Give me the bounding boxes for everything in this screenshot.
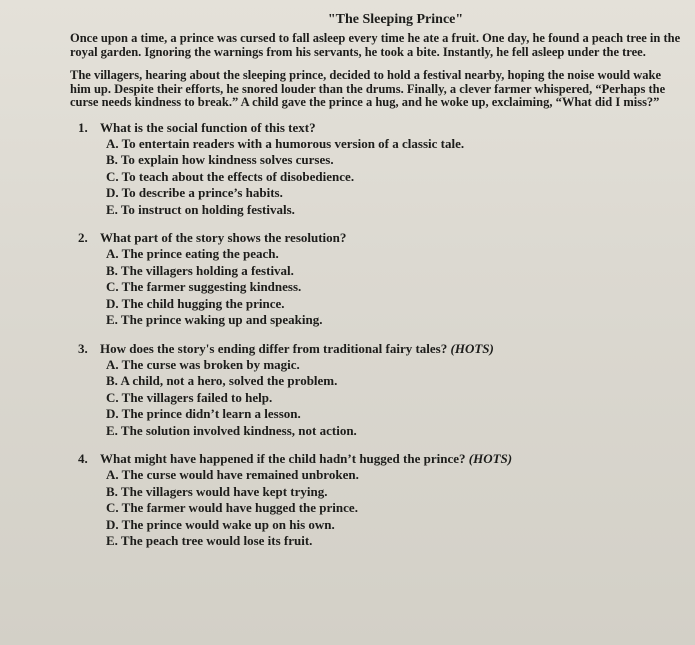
story-paragraph-2: The villagers, hearing about the sleeping prince, decided to hold a festival nearby, hoping the noise would wake him up. Despite their efforts, he snored louder than the drums. Finally, a clever farmer whispered, “Perhaps the curse needs kindness to break.” A child gave the prince a hug, and he woke up, exclaiming, “What did I miss?” [70,68,666,109]
option-c[interactable]: C. The farmer suggesting kindness. [106,279,302,294]
story-title: "The Sleeping Prince" [327,12,464,27]
option-b[interactable]: B. A child, not a hero, solved the problem. [106,373,338,388]
option-c[interactable]: C. The farmer would have hugged the prince. [106,500,358,515]
option-e[interactable]: E. The prince waking up and speaking. [106,312,323,327]
option-e[interactable]: E. The peach tree would lose its fruit. [106,533,313,548]
option-d[interactable]: D. The prince didn’t learn a lesson. [106,406,301,421]
option-e[interactable]: E. The solution involved kindness, not action. [106,422,357,438]
question-number: 2. [78,230,88,245]
option-e[interactable]: E. To instruct on holding festivals. [106,201,295,217]
option-d[interactable]: D. The prince would wake up on his own. [106,516,335,532]
question-list [78,120,681,550]
option-a[interactable]: A. The curse was broken by magic. [106,356,300,372]
option-a[interactable]: A. The curse would have remained unbroken. [106,467,359,482]
hots-tag: (HOTS) [468,451,513,466]
question-1 [78,120,681,219]
question-stem: How does the story's ending differ from traditional fairy tales? [100,340,448,356]
question-stem: What part of the story shows the resolution? [100,230,347,245]
question-4 [78,451,681,550]
question-number: 3. [78,340,88,356]
question-stem: What is the social function of this text? [100,119,316,135]
option-b[interactable]: B. The villagers holding a festival. [106,262,294,278]
option-a[interactable]: A. The prince eating the peach. [106,246,279,261]
question-2 [78,230,681,329]
story-paragraph-1: Once upon a time, a prince was cursed to fall asleep every time he ate a fruit. One day, he found a peach tree in the royal garden. Ignoring the warnings from his servants, he took a bite. Instantly, he fell asleep under the tree. [70,31,681,59]
option-d[interactable]: D. The child hugging the prince. [106,295,285,311]
option-c[interactable]: C. To teach about the effects of disobedience. [106,168,355,184]
hots-tag: (HOTS) [450,340,494,356]
option-b[interactable]: B. To explain how kindness solves curses. [106,152,334,167]
question-stem: What might have happened if the child hadn’t hugged the prince? [100,451,466,466]
question-number: 4. [78,451,88,466]
question-3 [78,341,681,440]
option-c[interactable]: C. The villagers failed to help. [106,389,273,405]
option-a[interactable]: A. To entertain readers with a humorous version of a classic tale. [106,135,465,151]
option-b[interactable]: B. The villagers would have kept trying. [106,483,328,499]
question-number: 1. [78,119,88,135]
option-d[interactable]: D. To describe a prince’s habits. [106,185,283,200]
